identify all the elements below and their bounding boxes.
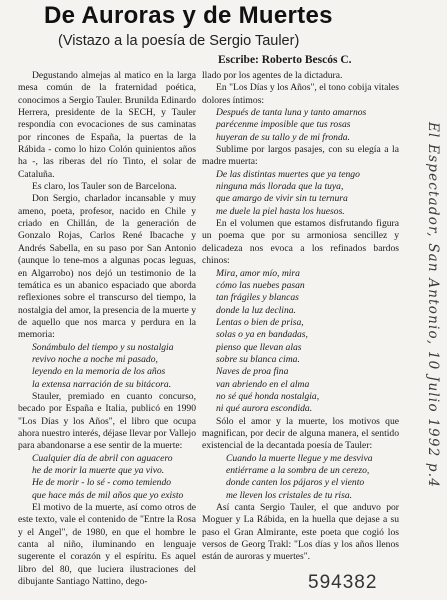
verse-line: Sonámbulo del tiempo y su nostalgia (32, 341, 174, 353)
verse-line: ninguna más llorada que la tuya, (216, 181, 344, 193)
right-column (202, 70, 399, 564)
verse-line: sobre su blanca cima. (216, 353, 300, 365)
verse-line: Mira, amor mío, mira (216, 267, 300, 279)
handwritten-margin-note (421, 120, 443, 590)
paragraph: Stauler, premiado en cuanto concurso, becado por España e Italia, publicó en 1990 "Los Días y los Años", el libro que ocupa ahora nuestro interés, déjase llevar por Vallejo para abandonarse a ese sentir de la muerte: (18, 390, 196, 452)
verse-line: me lleven los cristales de tu risa. (226, 489, 353, 501)
handwritten-note-text: El Espectador, San Antonio, 10 Julio 1992 p.4 (425, 122, 441, 489)
verse-line: me duele la piel hasta los huesos. (216, 205, 345, 217)
paragraph: Es claro, los Tauler son de Barcelona. (32, 181, 177, 193)
verse-line: Después de tanta luna y tanto amarnos (216, 107, 367, 119)
verse-line: De las distintas muertes que ya tengo (216, 168, 360, 180)
archive-stamp-number: 594382 (308, 572, 378, 593)
verse-line: Naves de proa fina (216, 366, 289, 378)
verse-line: entiérrame a la sombra de un cerezo, (226, 465, 370, 476)
verse-line: pienso que llevan alas (216, 341, 302, 353)
verse-line: Cualquier día de abril con aguacero (32, 452, 173, 464)
paragraph: En el volumen que estamos disfrutando figura un poema que por su armoniosa sencillez y delicadeza nos evoca a los refinados bardos chinos: (202, 218, 399, 267)
article-subtitle: (Vistazo a la poesía de Sergio Tauler) (58, 33, 300, 49)
verse-line: Lentas o bien de prisa, (216, 316, 304, 328)
verse-line: que amargo de vivir sin tu ternura (216, 193, 348, 205)
verse-line: donde la luz declina. (216, 304, 296, 316)
verse-line: ni qué aurora escondida. (216, 403, 313, 415)
paragraph: El motivo de la muerte, así como otros de este texto, vale el contenido de "Entre la Rosa y el Angel", de 1980, en que el hombre le canta al niño, iluminando en lenguaje sugerente el corazón y el espíritu. Es aquel libro del 80, que luciera ilustraciones del dibujante Santiago Nattino, dego- (18, 502, 196, 588)
left-column (18, 70, 196, 588)
verse-line: tan frágiles y blancas (216, 292, 299, 304)
verse-line: donde canten los pájaros y el viento (226, 477, 365, 489)
verse-line: la extensa narración de su bitácora. (32, 378, 172, 390)
paragraph: Sublime por largos pasajes, con su elegía a la madre muerta: (202, 144, 399, 168)
verse-line: van abriendo en el alma (216, 378, 310, 390)
verse-line: Cuando la muerte llegue y me desviva (226, 452, 373, 464)
paragraph: Así canta Sergio Tauler, el que anduvo por Moguer y La Rábida, en la huella que dejase a su paso el Gran Almirante, este poeta que cogió los versos de Georg Trakl: "Los días y los años llenos están de auroras y muertes". (202, 502, 399, 563)
article-title: De Auroras y de Muertes (44, 2, 333, 29)
verse-line: revivo noche a noche mi pasado, (32, 353, 158, 365)
verse-line: He de morir - lo sé - como temiendo (32, 477, 172, 489)
paragraph: Degustando almejas al matico en la larga mesa común de la fraternidad poética, conocimos a Sergio Tauler. Brunilda Edinardo Herrera, presidente de la SECH, y Tauler respondía con evocaciones de sus caminatas por rincones de España, la puertas de la Rábida - como lo hizo Colón quinientos años ha -, las riberas del río Tinto, el solar de Cataluña. (18, 70, 196, 180)
paragraph: Sólo el amor y la muerte, los motivos que magnifican, por decir de alguna manera, el sentido existencial de la decantada poesía de Tauler: (202, 415, 399, 452)
verse-line: huyeran de su tallo y de mi fronda. (216, 131, 350, 143)
verse-line: que hace más de mil años que yo existo (32, 489, 184, 501)
article-byline: Escribe: Roberto Bescós C. (218, 54, 352, 66)
verse-line: leyendo en la memoria de los años (32, 366, 166, 378)
paragraph: En "Los Días y los Años", el tono cobija vitales dolores íntimos: (202, 82, 399, 106)
paragraph: llado por los agentes de la dictadura. (202, 70, 343, 81)
verse-line: solas o ya en bandadas, (216, 329, 308, 341)
verse-line: he de morir la muerte que ya vivo. (32, 465, 165, 476)
paragraph: Don Sergio, charlador incansable y muy ameno, poeta, profesor, nacido en Chile y criado en Chillán, de la generación de Gonzalo Rojas, Carlos René Ibacache y Andrés Sabella, en su paso por San Antonio (aunque lo tene-mos a algunas pocas leguas, en Algarrobo) nos dejó un testimonio de la temática es un abanico espaciado que aborda reflexiones sobre el transcurso del tiempo, la nostalgia del amor, la presencia de la muerte y de aquello que nos marca y perdura en la memoria: (18, 193, 196, 341)
verse-line: cómo las nuebes pasan (216, 279, 305, 291)
verse-line: no sé qué honda nostalgia, (216, 390, 320, 402)
verse-line: parécenme imposible que tus rosas (216, 119, 351, 131)
